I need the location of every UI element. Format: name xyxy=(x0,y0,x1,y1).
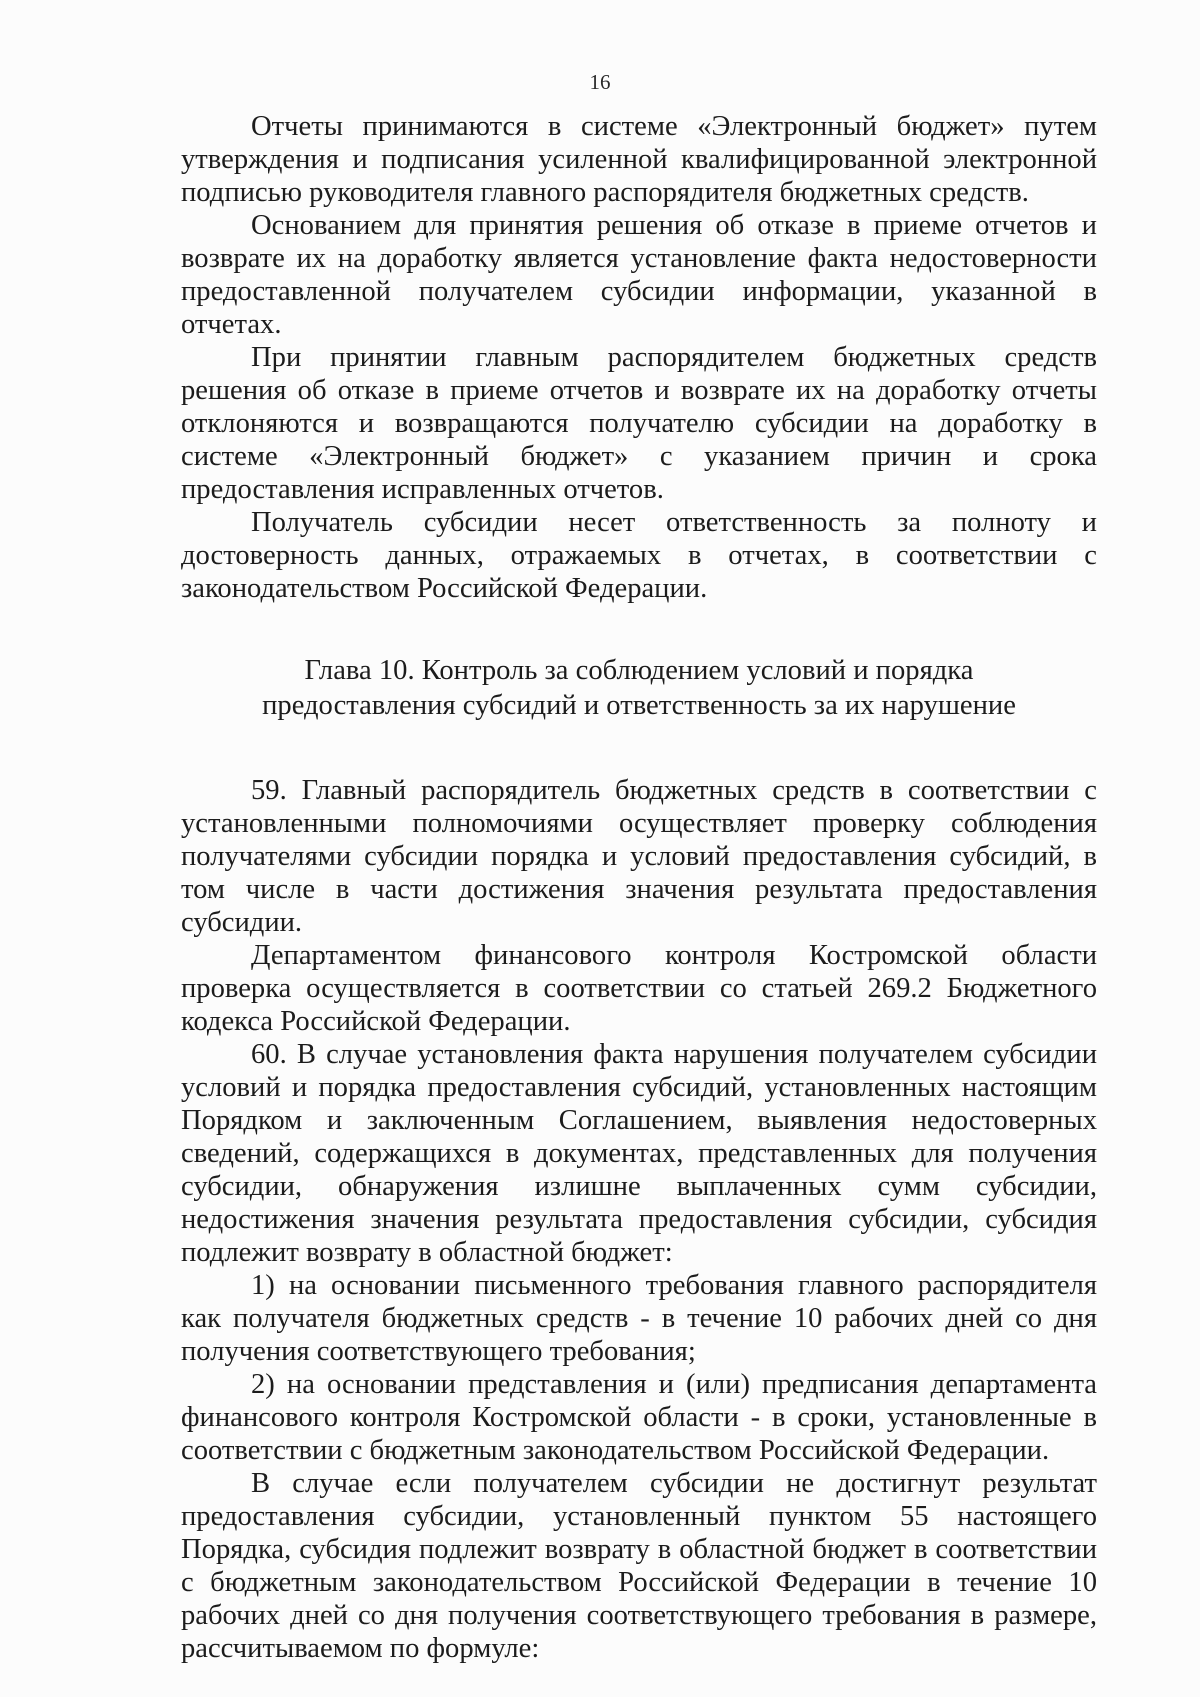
page-number: 16 xyxy=(589,70,611,94)
paragraph-recipient-responsibility: Получатель субсидии несет ответственность за полноту и достоверность данных, отражаемых в отчетах, в соответствии с законодательством Российской Федерации. xyxy=(181,507,1097,604)
paragraph-refusal-procedure: При принятии главным распорядителем бюджетных средств решения об отказе в приеме отчетов и возврате их на доработку отчеты отклоняются и возвращаются получателю субсидии на доработку в системе «Электронный бюджет» с указанием причин и срока предоставления исправленных отчетов. xyxy=(181,342,1097,505)
paragraph-result-not-achieved: В случае если получателем субсидии не достигнут результат предоставления субсидии, установленный пунктом 55 настоящего Порядка, субсидия подлежит возврату в областной бюджет в соответствии с бюджетным законодательством Российской Федерации в течение 10 рабочих дней со дня получения соответствующего требования в размере, рассчитываемом по формуле: xyxy=(181,1468,1097,1664)
paragraph-60-item-2: 2) на основании представления и (или) предписания департамента финансового контроля Костромской области - в сроки, установленные в соответствии с бюджетным законодательством Российской Федерации. xyxy=(181,1369,1097,1466)
paragraph-59: 59. Главный распорядитель бюджетных средств в соответствии с установленными полномочиями осуществляет проверку соблюдения получателями субсидии порядка и условий предоставления субсидий, в том числе в части достижения значения результата предоставления субсидии. xyxy=(181,775,1097,938)
chapter-heading-line-1: Глава 10. Контроль за соблюдением условий и порядка xyxy=(304,655,974,686)
paragraph-refusal-grounds: Основанием для принятия решения об отказе в приеме отчетов и возврате их на доработку является установление факта недостоверности предоставленной получателем субсидии информации, указанной в отчетах. xyxy=(181,210,1097,340)
document-body xyxy=(181,110,1097,1665)
paragraph-financial-control: Департаментом финансового контроля Костромской области проверка осуществляется в соответствии со статьей 269.2 Бюджетного кодекса Российской Федерации. xyxy=(181,940,1097,1037)
paragraph-60: 60. В случае установления факта нарушения получателем субсидии условий и порядка предоставления субсидий, установленных настоящим Порядком и заключенным Соглашением, выявления недостоверных сведений, содержащихся в документах, представленных для получения субсидии, обнаружения излишне выплаченных сумм субсидии, недостижения значения результата предоставления субсидии, субсидия подлежит возврату в областной бюджет: xyxy=(181,1039,1097,1268)
paragraph-reports-acceptance: Отчеты принимаются в системе «Электронный бюджет» путем утверждения и подписания усиленной квалифицированной электронной подписью руководителя главного распорядителя бюджетных средств. xyxy=(181,111,1097,208)
chapter-heading-line-2: предоставления субсидий и ответственность за их нарушение xyxy=(262,690,1016,721)
chapter-heading xyxy=(181,653,1097,723)
paragraph-60-item-1: 1) на основании письменного требования главного распорядителя как получателя бюджетных средств - в течение 10 рабочих дней со дня получения соответствующего требования; xyxy=(181,1270,1097,1367)
